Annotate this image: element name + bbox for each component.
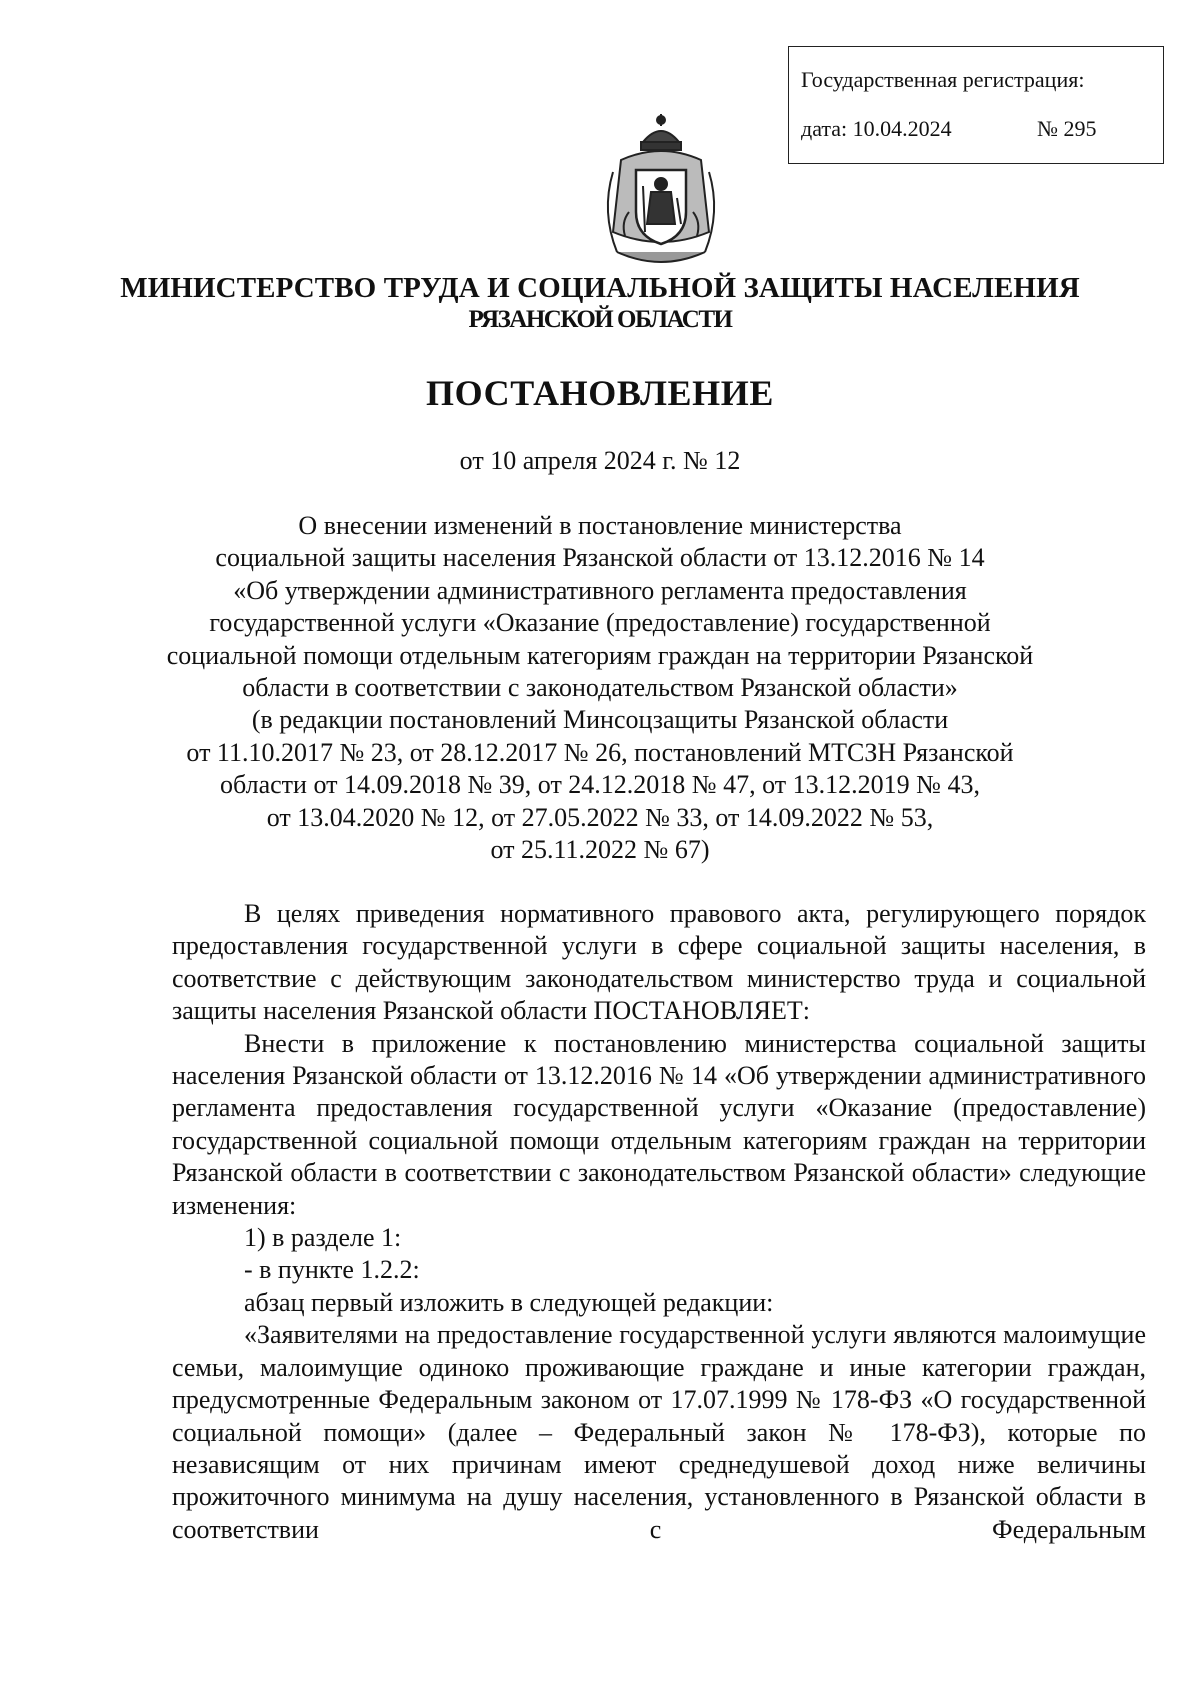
title-line: социальной защиты населения Рязанской области от 13.12.2016 № 14 [215,543,985,573]
title-line: государственной услуги «Оказание (предоставление) государственной [209,608,991,638]
registration-stamp [788,46,1164,164]
title-line: области в соответствии с законодательством Рязанской области» [242,673,958,703]
document-title [0,510,1200,866]
title-line: О внесении изменений в постановление министерства [298,511,902,540]
registration-date: дата: 10.04.2024 [801,116,952,141]
body-paragraph-new-text: «Заявителями на предоставление государственной услуги являются малоимущие семьи, малоимущие одиноко проживающие граждане и иные категории граждан, предусмотренные Федеральным законом от 17.07.1999 № 178-ФЗ «О государственной социальной помощи» (далее – Федеральный закон № 178-ФЗ), которые по независящим от них причинам имеют среднедушевой доход ниже величины прожиточного минимума на душу населения, установленного в Рязанской области в соответствии с Федеральным [172,1320,1146,1544]
document-body [172,898,1146,1546]
title-line: от 13.04.2020 № 12, от 27.05.2022 № 33, от 14.09.2022 № 53, [266,802,934,832]
title-line: социальной помощи отдельным категориям граждан на территории Рязанской [166,640,1034,670]
body-paragraph-clause: - в пункте 1.2.2: [244,1255,420,1285]
document-type-heading: ПОСТАНОВЛЕНИЕ [426,373,774,413]
body-paragraph-amendment: Внести в приложение к постановлению министерства социальной защиты населения Рязанской области от 13.12.2016 № 14 «Об утверждении административного регламента предоставления государственной услуги «Оказание (предоставление) государственной социальной помощи отдельным категориям граждан на территории Рязанской области в соответствии с законодательством Рязанской области» следующие изменения: [172,1028,1146,1220]
ryazan-coat-of-arms-icon [591,112,731,272]
title-line: от 25.11.2022 № 67) [490,835,710,865]
title-line: «Об утверждении административного регламента предоставления [233,575,967,605]
registration-title: Государственная регистрация: [801,67,1085,92]
document-date-number: от 10 апреля 2024 г. № 12 [459,446,741,475]
body-paragraph-section: 1) в разделе 1: [244,1223,402,1253]
ministry-name-line2: РЯЗАНСКОЙ ОБЛАСТИ [468,306,732,333]
title-line: области от 14.09.2018 № 39, от 24.12.2018 № 47, от 13.12.2019 № 43, [220,770,980,800]
title-line: от 11.10.2017 № 23, от 28.12.2017 № 26, постановлений МТСЗН Рязанской [186,737,1014,767]
body-paragraph-instruction: абзац первый изложить в следующей редакции: [244,1287,774,1317]
title-line: (в редакции постановлений Минсоцзащиты Рязанской области [251,705,949,735]
body-paragraph-preamble: В целях приведения нормативного правового акта, регулирующего порядок предоставления государственной услуги в сфере социальной защиты населения, в соответствие с действующим законодательством министерство труда и социальной защиты населения Рязанской области ПОСТАНОВЛЯЕТ: [172,899,1146,1026]
registration-number: № 295 [1037,116,1097,141]
ministry-name-line1: МИНИСТЕРСТВО ТРУДА И СОЦИАЛЬНОЙ ЗАЩИТЫ НАСЕЛЕНИЯ [120,272,1080,304]
